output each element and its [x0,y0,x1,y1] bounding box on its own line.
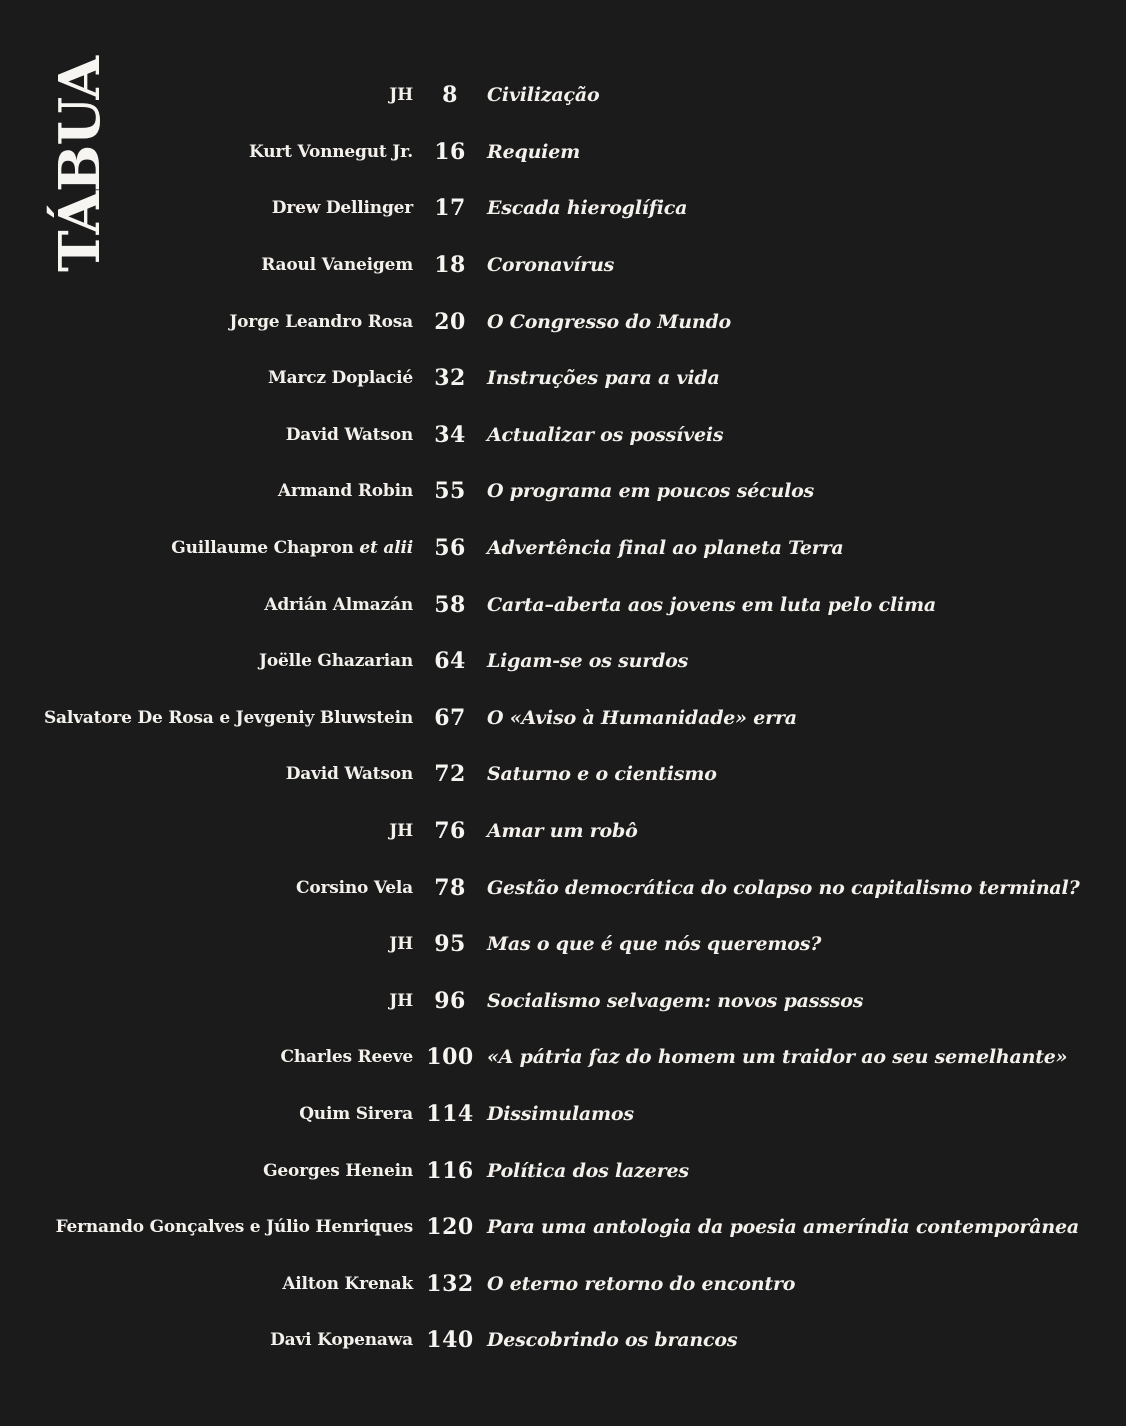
entry-title: O eterno retorno do encontro [487,1272,796,1295]
author-name: Adrián Almazán [264,594,413,615]
toc-row [0,350,1126,407]
author-name: Armand Robin [277,481,413,502]
entry-title: Descobrindo os brancos [487,1329,738,1352]
toc-row [0,124,1126,181]
page-title: TÁBUA [47,57,113,272]
toc-row [0,237,1126,294]
toc-row [0,859,1126,916]
author-name: Raoul Vaneigem [261,255,413,276]
author-name: Quim Sirera [299,1103,413,1124]
entry-title: Carta–aberta aos jovens em luta pelo clima [487,593,936,616]
entry-title: Para uma antologia da poesia ameríndia contemporânea [487,1216,1079,1239]
page-number: 67 [434,704,466,731]
toc-row [0,746,1126,803]
entry-title: Amar um robô [487,820,638,843]
page-number: 72 [434,761,466,788]
toc-row [0,803,1126,860]
entry-title: Instruções para a vida [487,367,720,390]
toc-row [0,520,1126,577]
entry-title: Socialismo selvagem: novos passsos [487,989,864,1012]
author-name: Kurt Vonnegut Jr. [249,141,413,162]
entry-title: Requiem [487,140,580,163]
entry-title: Escada hieroglífica [487,197,688,220]
toc-row [0,633,1126,690]
author-name: JH [389,85,413,106]
page-number: 34 [434,421,466,448]
toc-row [0,407,1126,464]
toc-row [0,180,1126,237]
entry-title: Coronavírus [487,254,615,277]
toc-row [0,916,1126,973]
toc-row [0,1029,1126,1086]
author-name: David Watson [285,424,413,445]
toc-row [0,293,1126,350]
entry-title: «A pátria faz do homem um traidor ao seu semelhante» [487,1046,1068,1069]
page-number: 78 [434,874,466,901]
author-name: Ailton Krenak [282,1273,413,1294]
page-number: 95 [434,931,466,958]
entry-title: O Congresso do Mundo [487,310,732,333]
author-name: Marcz Doplacié [268,368,413,389]
page-number: 20 [434,308,466,335]
author-name: Davi Kopenawa [270,1330,413,1351]
page-number: 96 [434,987,466,1014]
author-name: JH [389,990,413,1011]
entry-title: Dissimulamos [487,1102,634,1125]
page-number: 76 [434,818,466,845]
author-name: David Watson [285,764,413,785]
toc-row [0,67,1126,124]
toc-row [0,690,1126,747]
author-name: Charles Reeve [280,1047,413,1068]
entry-title: Saturno e o cientismo [487,763,717,786]
entry-title: Mas o que é que nós queremos? [487,933,822,956]
author-name: Drew Dellinger [271,198,413,219]
author-name: JH [389,934,413,955]
toc-row [0,973,1126,1030]
page-number: 100 [426,1044,474,1071]
toc-row [0,1199,1126,1256]
page-number: 132 [426,1270,474,1297]
toc-row [0,1142,1126,1199]
author-name: Fernando Gonçalves e Júlio Henriques [55,1217,413,1238]
page-number: 64 [434,648,466,675]
toc-row [0,1086,1126,1143]
entry-title: O programa em poucos séculos [487,480,815,503]
page-number: 16 [434,138,466,165]
entry-title: Política dos lazeres [487,1159,689,1182]
page-number: 56 [434,535,466,562]
entry-title: Gestão democrática do colapso no capitalismo terminal? [487,876,1080,899]
entry-title: Ligam-se os surdos [487,650,689,673]
entry-title: Actualizar os possíveis [487,423,724,446]
page-number: 120 [426,1214,474,1241]
page-number: 114 [426,1100,474,1127]
author-name: Joëlle Ghazarian [258,651,413,672]
page-number: 18 [434,252,466,279]
author-name: JH [389,821,413,842]
author-name: Guillaume Chapron et alii [171,538,413,559]
page-number: 116 [426,1157,474,1184]
page-number: 32 [434,365,466,392]
toc-row [0,1255,1126,1312]
author-name: Corsino Vela [296,877,413,898]
author-name: Salvatore De Rosa e Jevgeniy Bluwstein [43,707,413,728]
page-number: 55 [434,478,466,505]
page-number: 140 [426,1327,474,1354]
toc-row [0,463,1126,520]
author-name: Georges Henein [263,1160,413,1181]
entry-title: O «Aviso à Humanidade» erra [487,706,797,729]
entry-title: Civilização [487,84,600,107]
toc-row [0,1312,1126,1369]
entry-title: Advertência final ao planeta Terra [487,537,844,560]
toc-list [0,67,1126,1369]
author-name: Jorge Leandro Rosa [229,311,413,332]
toc-row [0,576,1126,633]
page-number: 17 [434,195,466,222]
page-number: 58 [434,591,466,618]
page-number: 8 [442,82,458,109]
